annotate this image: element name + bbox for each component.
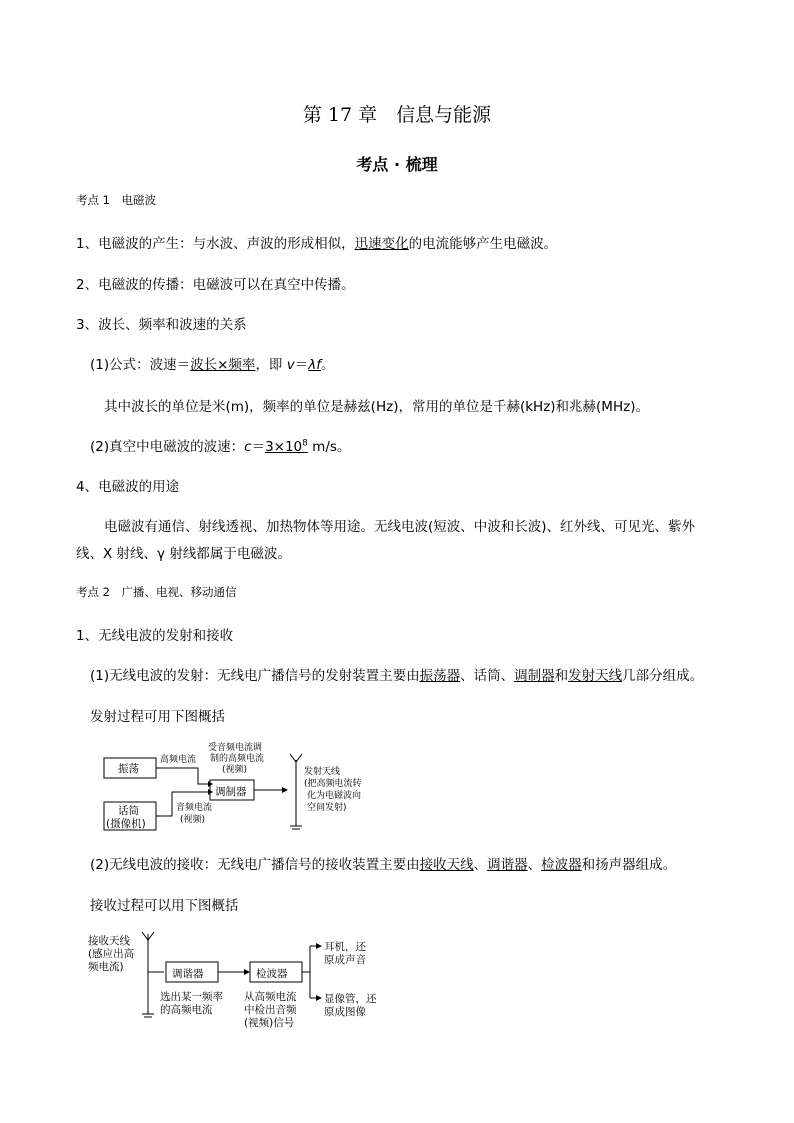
- mod-label-2: 制的高频电流: [210, 754, 265, 764]
- text-span: 、: [473, 857, 488, 873]
- answer-underline: 振荡器: [419, 668, 461, 684]
- text-span: m/s。: [307, 439, 351, 455]
- speed-line: [90, 435, 350, 455]
- text-span: 、: [527, 857, 542, 873]
- transmission-diagram: [100, 740, 380, 832]
- item-em-propagation: 2、电磁波的传播：电磁波可以在真空中传播。: [76, 277, 355, 293]
- tuner-label: 调谐器: [172, 968, 204, 980]
- output-display-2: 原成图像: [324, 1006, 366, 1018]
- hf-line: [156, 768, 208, 784]
- detect-label-3: (视频)信号: [244, 1017, 295, 1029]
- text-span: 几部分组成。: [622, 668, 704, 684]
- text-span: (1)公式：波速＝: [90, 357, 191, 373]
- tx-caption: 发射过程可用下图概括: [90, 709, 225, 725]
- modulator-label: 调制器: [215, 786, 247, 798]
- section-subtitle: 考点 · 梳理: [356, 155, 438, 174]
- mod-label-3: (视频): [222, 765, 248, 775]
- output-display-1: 显像管，还: [324, 993, 377, 1005]
- select-label-1: 选出某一频率: [160, 991, 223, 1003]
- tx-line: [90, 664, 703, 684]
- rx-antenna-label-1: 接收天线: [88, 935, 130, 947]
- camera-label: (摄像机): [106, 818, 146, 830]
- af-label-2: (视频): [180, 815, 206, 825]
- rx-antenna-label-2: (感应出高: [88, 948, 135, 960]
- answer-underline: 调谐器: [487, 857, 528, 873]
- answer-underline: λf: [308, 357, 321, 373]
- answer-underline: 迅速变化: [354, 236, 409, 252]
- text-span: 3×10: [265, 439, 303, 455]
- uses-line-1: 电磁波有通信、射线透视、加热物体等用途。无线电波(短波、中波和长波)、红外线、可见光、紫外: [104, 519, 696, 535]
- answer-underline: 调制器: [514, 668, 555, 684]
- item-tx-rx: 1、无线电波的发射和接收: [76, 628, 234, 644]
- text-span: (2)无线电波的接收：无线电广播信号的接收装置主要由: [90, 857, 420, 873]
- select-label-2: 的高频电流: [160, 1004, 213, 1016]
- item-wave-relation: 3、波长、频率和波速的关系: [76, 317, 247, 333]
- topic-2-heading: 考点 2 广播、电视、移动通信: [76, 585, 237, 599]
- osc-label: 振荡: [118, 763, 139, 775]
- text-span: 和扬声器组成。: [581, 857, 677, 873]
- text-span: ＝: [251, 439, 266, 455]
- output-earphone-1: 耳机，还: [324, 941, 366, 953]
- rx-caption: 接收过程可以用下图概括: [90, 898, 239, 914]
- answer-underline: 波长×频率: [190, 357, 256, 373]
- text-span: (1)无线电波的发射：无线电广播信号的发射装置主要由: [90, 668, 420, 684]
- text-span: 的电流能够产生电磁波。: [408, 236, 558, 252]
- text-span: 、话筒、: [460, 668, 515, 684]
- formula-line: [90, 353, 334, 373]
- answer-underline: 发射天线: [568, 668, 623, 684]
- antenna-label-4: 空间发射): [307, 803, 347, 813]
- receiving-diagram: [84, 930, 394, 1032]
- detect-label-1: 从高频电流: [244, 991, 297, 1003]
- text-span: ＝: [294, 357, 309, 373]
- rx-antenna-label-3: 频电流): [88, 961, 124, 973]
- topic-1-heading: 考点 1 电磁波: [76, 193, 156, 207]
- text-span: ，即: [255, 357, 287, 373]
- uses-line-2: 线、X 射线、γ 射线都属于电磁波。: [76, 546, 291, 562]
- detect-label-2: 中检出音频: [244, 1004, 297, 1016]
- mod-label-1: 受音频电流调: [208, 743, 263, 753]
- arrow-head: [244, 969, 250, 975]
- answer-underline: 检波器: [541, 857, 582, 873]
- detector-label: 检波器: [256, 968, 288, 980]
- arrow-head: [282, 787, 288, 793]
- rx-line: [90, 853, 676, 873]
- item-em-generation: [76, 232, 557, 252]
- answer-underline: 接收天线: [419, 857, 474, 873]
- text-span: 。: [320, 357, 335, 373]
- hf-current-label: 高频电流: [160, 755, 197, 765]
- mic-label: 话筒: [118, 805, 139, 817]
- text-span: (2)真空中电磁波的波速：: [90, 439, 245, 455]
- af-label-1: 音频电流: [176, 803, 213, 813]
- antenna-label-3: 化为电磁波向: [307, 791, 362, 801]
- exponent: 8: [302, 438, 308, 449]
- output-earphone-2: 原成声音: [324, 954, 366, 966]
- text-span: 1、电磁波的产生：与水波、声波的形成相似，: [76, 236, 355, 252]
- text-span: 和: [554, 668, 569, 684]
- antenna-label-2: (把高频电流转: [304, 779, 362, 789]
- arrow-head: [316, 995, 322, 1001]
- variable: c: [244, 439, 252, 455]
- answer-underline: [265, 439, 308, 455]
- page-title: 第 17 章 信息与能源: [302, 104, 492, 126]
- variable: v: [286, 357, 295, 373]
- arrow-head: [316, 943, 322, 949]
- antenna-label-1: 发射天线: [304, 767, 341, 777]
- units-line: 其中波长的单位是米(m)，频率的单位是赫兹(Hz)，常用的单位是千赫(kHz)和兆赫(MHz)。: [104, 399, 649, 415]
- item-em-uses: 4、电磁波的用途: [76, 479, 180, 495]
